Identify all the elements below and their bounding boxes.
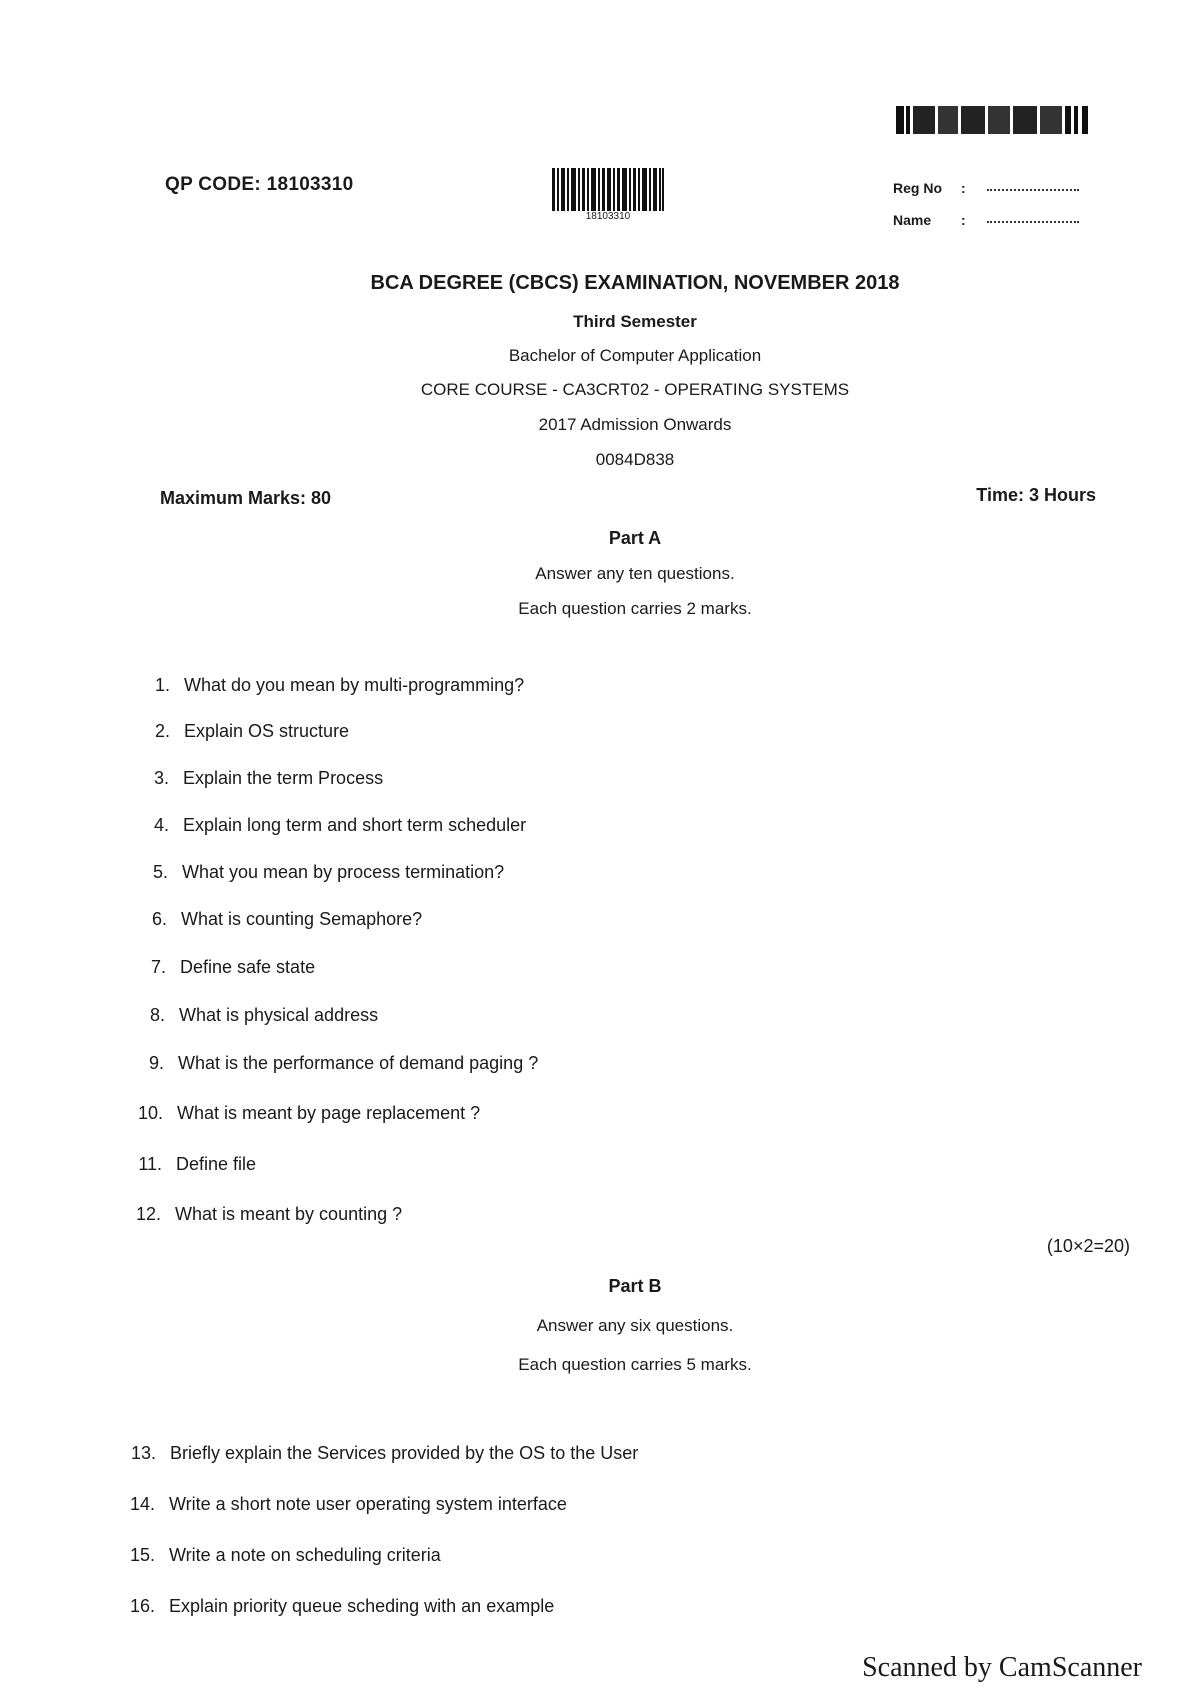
part-a-instruction-1: Answer any ten questions. <box>535 564 735 583</box>
question-text: Explain priority queue scheding with an example <box>169 1596 555 1616</box>
qp-code: QP CODE: 18103310 <box>165 174 354 195</box>
question-text: What is meant by counting ? <box>175 1204 403 1224</box>
paper-code: 0084D838 <box>595 450 675 469</box>
question-number: 16. <box>129 1596 155 1616</box>
question-number: 8. <box>149 1005 165 1025</box>
part-b-title: Part B <box>608 1276 662 1296</box>
question-number: 15. <box>129 1545 155 1565</box>
top-barcode <box>896 104 1090 136</box>
name-label: Name <box>893 212 932 228</box>
part-b-instruction-2: Each question carries 5 marks. <box>518 1355 752 1374</box>
question-text: Write a short note user operating system interface <box>169 1494 567 1514</box>
question-text: What is counting Semaphore? <box>181 909 423 929</box>
question-number: 14. <box>129 1494 155 1514</box>
question-12 <box>113 1204 402 1225</box>
part-a-score: (10×2=20) <box>1046 1236 1130 1256</box>
question-text: Define safe state <box>180 957 316 977</box>
question-text: What is physical address <box>179 1005 379 1025</box>
question-number: 10. <box>137 1103 163 1123</box>
semester: Third Semester <box>573 312 697 331</box>
question-number: 2. <box>154 721 170 741</box>
question-9 <box>116 1053 538 1074</box>
part-a-instruction-2: Each question carries 2 marks. <box>518 599 752 618</box>
question-text: What you mean by process termination? <box>182 862 505 882</box>
question-number: 12. <box>135 1204 161 1224</box>
question-number: 6. <box>151 909 167 929</box>
reg-no-label: Reg No <box>893 180 942 196</box>
scanner-watermark: Scanned by CamScanner <box>862 1652 1142 1683</box>
part-b-instruction-1: Answer any six questions. <box>536 1316 734 1335</box>
time-allowed: Time: 3 Hours <box>976 485 1096 505</box>
question-number: 4. <box>153 815 169 835</box>
question-5 <box>120 862 504 883</box>
question-14 <box>107 1494 567 1515</box>
part-a-title: Part A <box>608 528 662 548</box>
question-number: 1. <box>154 675 170 695</box>
question-8 <box>117 1005 378 1026</box>
question-10 <box>115 1103 480 1124</box>
name-blank <box>987 212 1079 223</box>
question-6 <box>119 909 422 930</box>
course: CORE COURSE - CA3CRT02 - OPERATING SYSTEMS <box>420 380 850 399</box>
question-3 <box>121 768 383 789</box>
question-16 <box>107 1596 554 1617</box>
question-text: Briefly explain the Services provided by the OS to the User <box>170 1443 639 1463</box>
question-2 <box>122 721 349 742</box>
program: Bachelor of Computer Application <box>508 346 762 365</box>
question-text: Write a note on scheduling criteria <box>169 1545 441 1565</box>
question-text: Define file <box>176 1154 257 1174</box>
question-11 <box>114 1154 256 1175</box>
admission: 2017 Admission Onwards <box>538 415 732 434</box>
barcode-number: 18103310 <box>585 211 631 222</box>
question-number: 3. <box>153 768 169 788</box>
reg-no-blank <box>987 180 1079 191</box>
question-text: What do you mean by multi-programming? <box>184 675 525 695</box>
question-15 <box>107 1545 441 1566</box>
question-number: 7. <box>150 957 166 977</box>
exam-title: BCA DEGREE (CBCS) EXAMINATION, NOVEMBER 2018 <box>370 272 900 294</box>
question-4 <box>121 815 526 836</box>
question-7 <box>118 957 315 978</box>
center-barcode <box>552 168 664 211</box>
reg-no-row <box>893 180 1079 196</box>
question-text: Explain the term Process <box>183 768 384 788</box>
question-text: Explain long term and short term scheduler <box>183 815 527 835</box>
question-number: 5. <box>152 862 168 882</box>
maximum-marks: Maximum Marks: 80 <box>160 488 332 508</box>
question-number: 9. <box>148 1053 164 1073</box>
question-text: Explain OS structure <box>184 721 350 741</box>
question-number: 11. <box>138 1154 162 1174</box>
question-number: 13. <box>130 1443 156 1463</box>
question-1 <box>122 675 524 696</box>
question-text: What is meant by page replacement ? <box>177 1103 481 1123</box>
name-colon: : <box>961 212 966 228</box>
question-text: What is the performance of demand paging ? <box>178 1053 539 1073</box>
question-13 <box>108 1443 638 1464</box>
reg-no-colon: : <box>961 180 966 196</box>
name-row <box>893 212 1079 228</box>
